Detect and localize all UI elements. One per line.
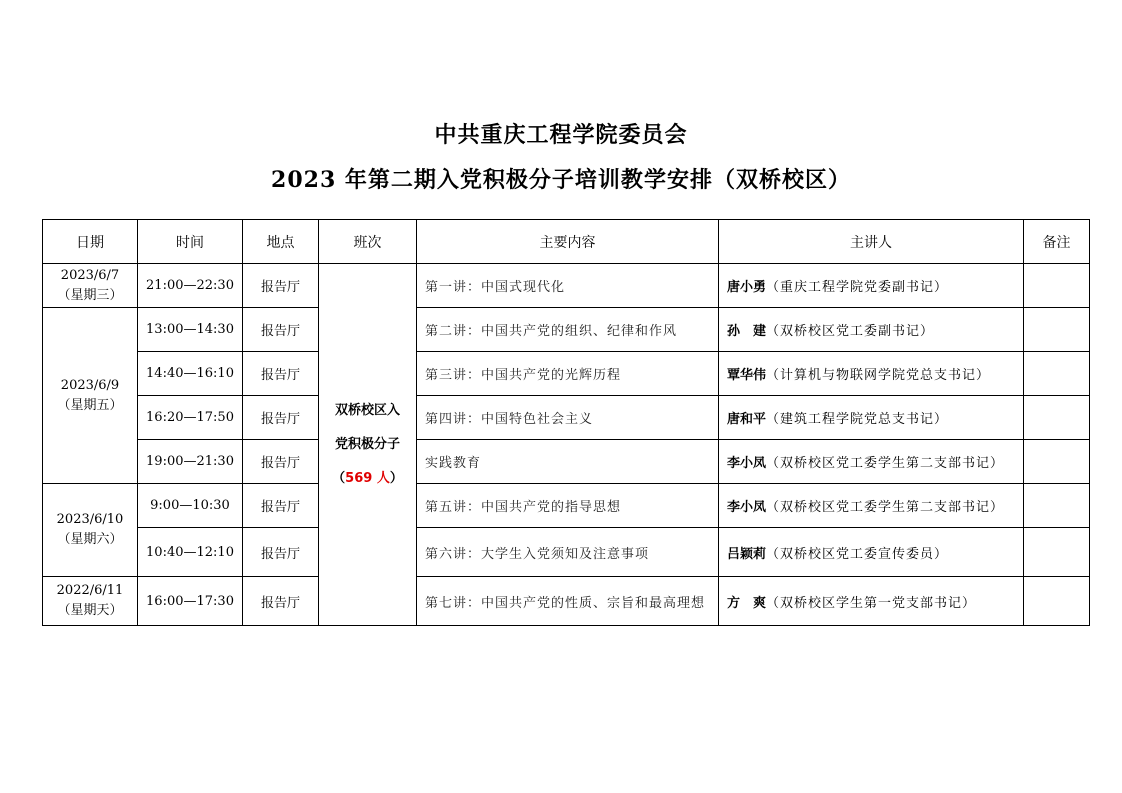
- table-row: [43, 396, 1090, 440]
- date-value: 2023/6/7: [60, 267, 120, 283]
- schedule-table: [42, 219, 1090, 626]
- header-place: 地点: [243, 220, 319, 264]
- table-row: [43, 484, 1090, 528]
- table-row: [43, 308, 1090, 352]
- speaker-title: （双桥校区党工委学生第二支部书记）: [766, 500, 1005, 515]
- content-cell: 第五讲：中国共产党的指导思想: [417, 484, 719, 528]
- content-cell: 实践教育: [417, 440, 719, 484]
- speaker-cell: [719, 308, 1024, 352]
- table-row: [43, 264, 1090, 308]
- content-cell: 第三讲：中国共产党的光辉历程: [417, 352, 719, 396]
- date-cell: [43, 484, 138, 577]
- table-row: [43, 528, 1090, 577]
- header-content: 主要内容: [417, 220, 719, 264]
- content-cell: 第七讲：中国共产党的性质、宗旨和最高理想: [417, 577, 719, 626]
- content-cell: 第二讲：中国共产党的组织、纪律和作风: [417, 308, 719, 352]
- speaker-title: （双桥校区党工委副书记）: [766, 324, 935, 339]
- table-row: [43, 352, 1090, 396]
- content-cell: 第一讲：中国式现代化: [417, 264, 719, 308]
- class-count-value: 569 人: [345, 470, 390, 486]
- note-cell: [1024, 440, 1090, 484]
- document-title: 中共重庆工程学院委员会: [434, 122, 688, 148]
- speaker-cell: [719, 577, 1024, 626]
- class-count-close: ）: [389, 470, 403, 486]
- weekday-value: （星期天）: [57, 603, 123, 618]
- weekday-value: （星期五）: [57, 397, 123, 413]
- date-value: 2023/6/10: [56, 512, 124, 527]
- speaker-name: 李小凤: [727, 500, 767, 515]
- speaker-title: （双桥校区党工委宣传委员）: [766, 546, 949, 562]
- table-header-row: [43, 220, 1090, 264]
- note-cell: [1024, 484, 1090, 528]
- place-cell: 报告厅: [243, 308, 319, 352]
- speaker-cell: [719, 484, 1024, 528]
- speaker-title: （双桥校区党工委学生第二支部书记）: [766, 456, 1005, 471]
- speaker-title: （重庆工程学院党委副书记）: [766, 280, 949, 295]
- speaker-name: 唐和平: [727, 412, 767, 427]
- time-cell: 16:00—17:30: [138, 577, 243, 626]
- time-cell: 19:00—21:30: [138, 440, 243, 484]
- speaker-title: （建筑工程学院党总支书记）: [766, 412, 949, 427]
- date-cell: [43, 264, 138, 308]
- speaker-cell: [719, 264, 1024, 308]
- weekday-value: （星期三）: [57, 287, 123, 303]
- speaker-name: 方 爽: [727, 595, 767, 611]
- note-cell: [1024, 528, 1090, 577]
- speaker-name: 覃华伟: [727, 368, 767, 383]
- time-cell: 21:00—22:30: [138, 264, 243, 308]
- note-cell: [1024, 308, 1090, 352]
- time-cell: 13:00—14:30: [138, 308, 243, 352]
- date-cell: [43, 577, 138, 626]
- class-cell: [319, 264, 417, 626]
- header-note: 备注: [1024, 220, 1090, 264]
- place-cell: 报告厅: [243, 484, 319, 528]
- speaker-name: 吕颖莉: [727, 546, 767, 562]
- note-cell: [1024, 264, 1090, 308]
- speaker-name: 唐小勇: [727, 280, 767, 295]
- class-label-line2: 党积极分子: [334, 436, 400, 452]
- speaker-title: （计算机与物联网学院党总支书记）: [766, 368, 991, 383]
- speaker-cell: [719, 440, 1024, 484]
- class-count: [319, 462, 416, 496]
- speaker-cell: [719, 528, 1024, 577]
- note-cell: [1024, 396, 1090, 440]
- note-cell: [1024, 352, 1090, 396]
- header-time: 时间: [138, 220, 243, 264]
- place-cell: 报告厅: [243, 528, 319, 577]
- note-cell: [1024, 577, 1090, 626]
- speaker-name: 孙 建: [727, 324, 767, 339]
- header-speaker: 主讲人: [719, 220, 1024, 264]
- class-label-line1: 双桥校区入: [334, 402, 400, 418]
- speaker-name: 李小凤: [727, 456, 767, 471]
- speaker-title: （双桥校区学生第一党支部书记）: [766, 595, 977, 611]
- header-class: 班次: [319, 220, 417, 264]
- content-cell: 第四讲：中国特色社会主义: [417, 396, 719, 440]
- time-cell: 10:40—12:10: [138, 528, 243, 577]
- time-cell: 16:20—17:50: [138, 396, 243, 440]
- speaker-cell: [719, 396, 1024, 440]
- date-cell: [43, 308, 138, 484]
- weekday-value: （星期六）: [57, 532, 123, 547]
- header-date: 日期: [43, 220, 138, 264]
- document-subtitle: 2023 年第二期入党积极分子培训教学安排（双桥校区）: [271, 167, 851, 193]
- table-row: [43, 577, 1090, 626]
- place-cell: 报告厅: [243, 396, 319, 440]
- content-cell: 第六讲：大学生入党须知及注意事项: [417, 528, 719, 577]
- place-cell: 报告厅: [243, 577, 319, 626]
- place-cell: 报告厅: [243, 352, 319, 396]
- date-value: 2023/6/9: [60, 377, 120, 393]
- time-cell: 14:40—16:10: [138, 352, 243, 396]
- time-cell: 9:00—10:30: [138, 484, 243, 528]
- table-row: [43, 440, 1090, 484]
- class-count-open: （: [332, 470, 346, 486]
- place-cell: 报告厅: [243, 440, 319, 484]
- place-cell: 报告厅: [243, 264, 319, 308]
- date-value: 2022/6/11: [56, 583, 124, 598]
- speaker-cell: [719, 352, 1024, 396]
